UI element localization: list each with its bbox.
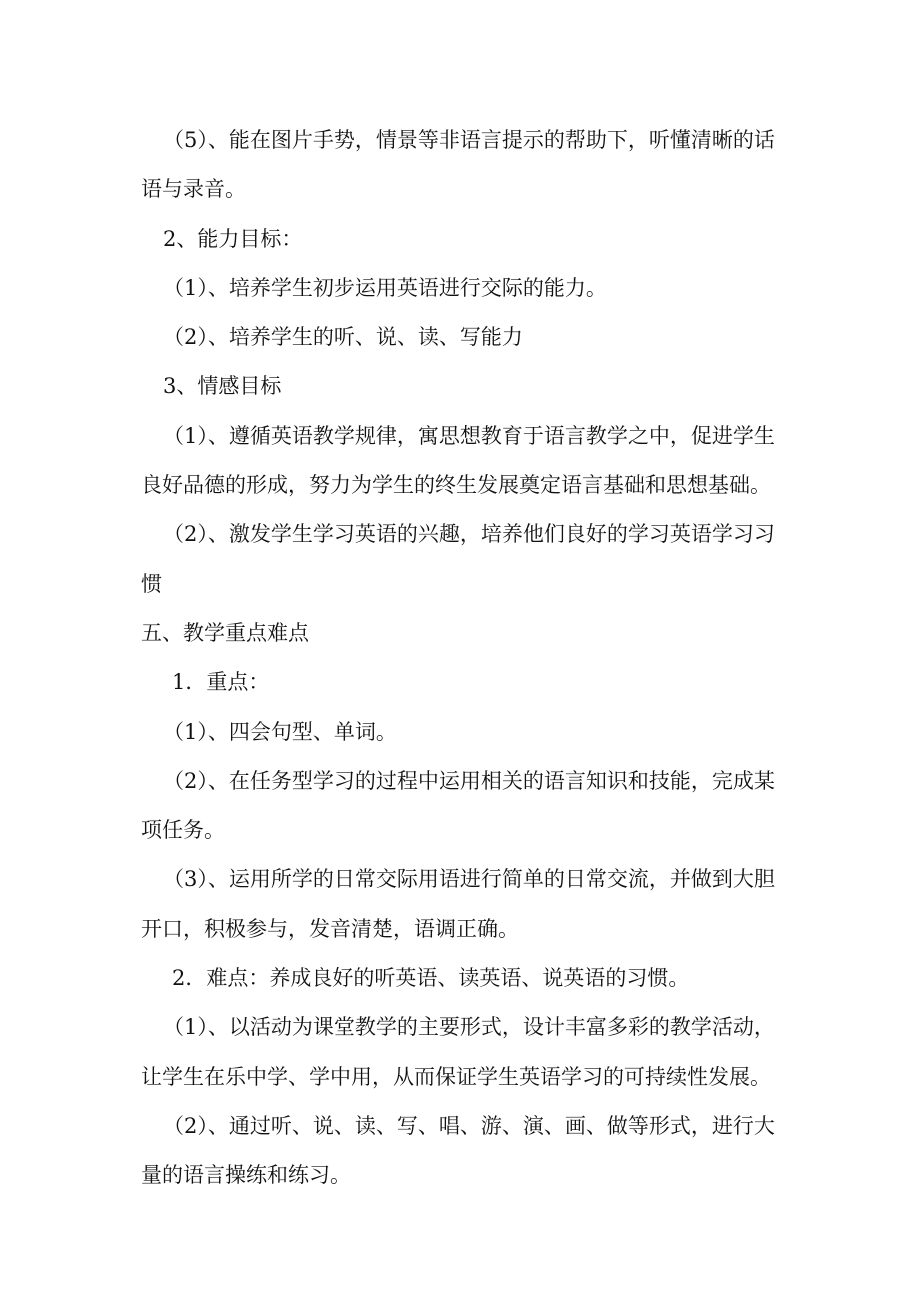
paragraph-key-point-2: （2）、在任务型学习的过程中运用相关的语言知识和技能，完成某项任务。 (141, 768, 775, 843)
paragraph-difficult-point-2: （2）、通过听、说、读、写、唱、游、演、画、做等形式，进行大量的语言操练和练习。 (141, 1113, 775, 1188)
heading-difficult-points: 2．难点：养成良好的听英语、读英语、说英语的习惯。 (172, 966, 690, 991)
paragraph-ability-goal-2: （2）、培养学生的听、说、读、写能力 (163, 325, 523, 350)
section-heading-key-points: 五、教学重点难点 (141, 620, 309, 645)
heading-emotion-goals: 3、情感目标 (163, 374, 282, 399)
paragraph-emotion-goal-1: （1）、遵循英语教学规律，寓思想教育于语言教学之中，促进学生良好品德的形成，努力为学生的终生发展奠定语言基础和思想基础。 (141, 423, 775, 498)
paragraph-key-point-3: （3）、运用所学的日常交际用语进行简单的日常交流，并做到大胆开口，积极参与，发音清楚，语调正确。 (141, 867, 775, 941)
heading-ability-goals: 2、能力目标： (163, 226, 303, 251)
heading-key-points: 1．重点： (172, 670, 270, 695)
paragraph-emotion-goal-2: （2）、激发学生学习英语的兴趣，培养他们良好的学习英语学习习惯 (141, 522, 775, 596)
paragraph-ability-5: （5）、能在图片手势，情景等非语言提示的帮助下，听懂清晰的话语与录音。 (141, 128, 775, 202)
paragraph-difficult-point-1: （1）、以活动为课堂教学的主要形式，设计丰富多彩的教学活动，让学生在乐中学、学中用，从而保证学生英语学习的可持续性发展。 (141, 1015, 775, 1089)
paragraph-ability-goal-1: （1）、培养学生初步运用英语进行交际的能力。 (163, 275, 607, 300)
paragraph-key-point-1: （1）、四会句型、单词。 (163, 719, 397, 744)
document-body (141, 116, 791, 1201)
